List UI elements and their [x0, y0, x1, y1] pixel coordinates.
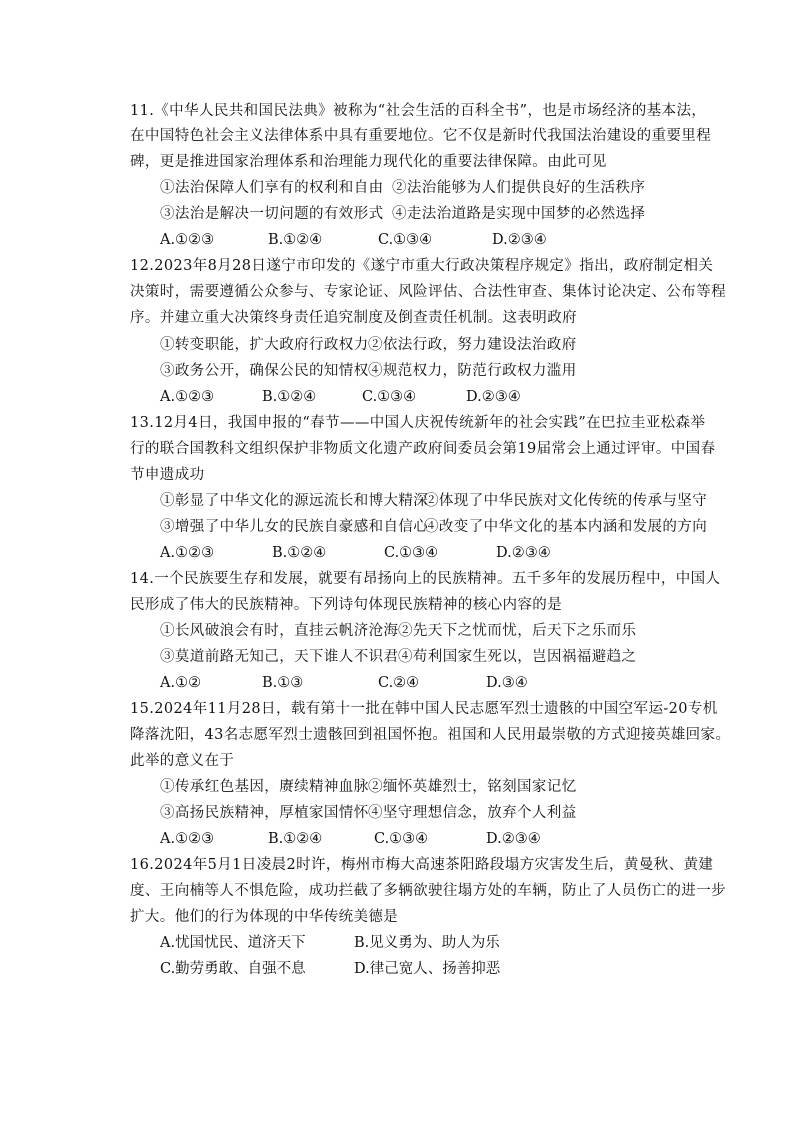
choice-a[interactable]: A.忧国忧民、道济天下 — [160, 935, 306, 951]
choice-b[interactable]: B.①②④ — [268, 232, 323, 248]
question-stem-line: 16.2024年5月1日凌晨2时许，梅州市梅大高速茶阳路段塌方灾害发生后，黄曼秋、黄建 — [130, 857, 714, 873]
statement: ③政务公开，确保公民的知情权 — [160, 363, 369, 379]
choice-a[interactable]: A.①②③ — [160, 831, 215, 847]
choice-c[interactable]: C.①③④ — [378, 232, 433, 248]
statement: ④坚守理想信念，放弃个人利益 — [368, 805, 577, 821]
choice-d[interactable]: D.②③④ — [466, 389, 521, 405]
question-stem-line: 节申遗成功 — [130, 467, 205, 483]
choice-a[interactable]: A.①② — [160, 675, 202, 691]
choice-b[interactable]: B.①②④ — [272, 545, 327, 561]
statement: ②先天下之忧而忧，后天下之乐而乐 — [398, 623, 637, 639]
choice-b[interactable]: B.见义勇为、助人为乐 — [354, 935, 500, 951]
statement: ④规范权力，防范行政权力滥用 — [368, 363, 577, 379]
question-stem-line: 15.2024年11月28日，载有第十一批在韩中国人民志愿军烈士遗骸的中国空军运-20专机 — [130, 701, 718, 717]
choice-d[interactable]: D.③④ — [486, 675, 528, 691]
question-stem-line: 行的联合国教科文组织保护非物质文化遗产政府间委员会第19届常会上通过评审。中国春 — [130, 441, 716, 457]
statement: ②法治能够为人们提供良好的生活秩序 — [392, 180, 646, 196]
choice-b[interactable]: B.①③ — [262, 675, 304, 691]
choice-d[interactable]: D.②③④ — [492, 232, 547, 248]
statement: ②体现了中华民族对文化传统的传承与坚守 — [424, 493, 708, 509]
question-stem-line: 在中国特色社会主义法律体系中具有重要地位。它不仅是新时代我国法治建设的重要里程 — [130, 128, 712, 144]
statement: ①法治保障人们享有的权利和自由 — [160, 180, 384, 196]
question-stem-line: 序。并建立重大决策终身责任追究制度及倒查责任机制。这表明政府 — [130, 310, 577, 326]
statement: ④走法治道路是实现中国梦的必然选择 — [392, 206, 646, 222]
question-stem-line: 11.《中华人民共和国民法典》被称为“社会生活的百科全书”，也是市场经济的基本法， — [130, 103, 707, 119]
question-stem-line: 度、王向楠等人不惧危险，成功拦截了多辆欲驶往塌方处的车辆，防止了人员伤亡的进一步 — [130, 883, 726, 899]
choice-b[interactable]: B.①②④ — [262, 389, 317, 405]
choice-b[interactable]: B.①②④ — [268, 831, 323, 847]
choice-a[interactable]: A.①②③ — [160, 232, 215, 248]
statement: ③法治是解决一切问题的有效形式 — [160, 206, 384, 222]
choice-c[interactable]: C.勤劳勇敢、自强不息 — [160, 961, 306, 977]
statement: ③莫道前路无知己，天下谁人不识君 — [160, 649, 399, 665]
choice-a[interactable]: A.①②③ — [160, 545, 215, 561]
question-stem-line: 决策时，需要遵循公众参与、专家论证、风险评估、合法性审查、集体讨论决定、公布等程 — [130, 284, 726, 300]
question-stem-line: 民形成了伟大的民族精神。下列诗句体现民族精神的核心内容的是 — [130, 597, 563, 613]
statement: ③增强了中华儿女的民族自豪感和自信心 — [160, 519, 429, 535]
choice-a[interactable]: A.①②③ — [160, 389, 215, 405]
statement: ①传承红色基因，赓续精神血脉 — [160, 779, 369, 795]
statement: ④改变了中华文化的基本内涵和发展的方向 — [424, 519, 708, 535]
question-stem-line: 碑，更是推进国家治理体系和治理能力现代化的重要法律保障。由此可见 — [130, 154, 607, 170]
choice-c[interactable]: C.①③④ — [374, 831, 429, 847]
choice-c[interactable]: C.②④ — [378, 675, 420, 691]
question-stem-line: 14.一个民族要生存和发展，就要有昂扬向上的民族精神。五千多年的发展历程中，中国人 — [130, 571, 721, 587]
choice-d[interactable]: D.②③④ — [496, 545, 551, 561]
question-stem-line: 此举的意义在于 — [130, 753, 235, 769]
question-stem-line: 扩大。他们的行为体现的中华传统美德是 — [130, 909, 399, 925]
statement: ①彰显了中华文化的源远流长和博大精深 — [160, 493, 429, 509]
question-stem-line: 12.2023年8月28日遂宁市印发的《遂宁市重大行政决策程序规定》指出，政府制定相关 — [130, 258, 714, 274]
question-stem-line: 13.12月4日，我国申报的“春节——中国人庆祝传统新年的社会实践”在巴拉圭亚松森举 — [130, 415, 706, 431]
choice-d[interactable]: D.律己宽人、扬善抑恶 — [354, 961, 501, 977]
statement: ①长风破浪会有时，直挂云帆济沧海 — [160, 623, 399, 639]
statement: ①转变职能，扩大政府行政权力 — [160, 337, 369, 353]
statement: ③高扬民族精神，厚植家国情怀 — [160, 805, 369, 821]
choice-d[interactable]: D.②③④ — [486, 831, 541, 847]
statement: ④苟利国家生死以，岂因祸福避趋之 — [398, 649, 637, 665]
choice-c[interactable]: C.①③④ — [384, 545, 439, 561]
statement: ②依法行政，努力建设法治政府 — [368, 337, 577, 353]
statement: ②缅怀英雄烈士，铭刻国家记忆 — [368, 779, 577, 795]
choice-c[interactable]: C.①③④ — [362, 389, 417, 405]
question-stem-line: 降落沈阳，43名志愿军烈士遗骸回到祖国怀抱。祖国和人民用最崇敬的方式迎接英雄回家。 — [130, 727, 731, 743]
